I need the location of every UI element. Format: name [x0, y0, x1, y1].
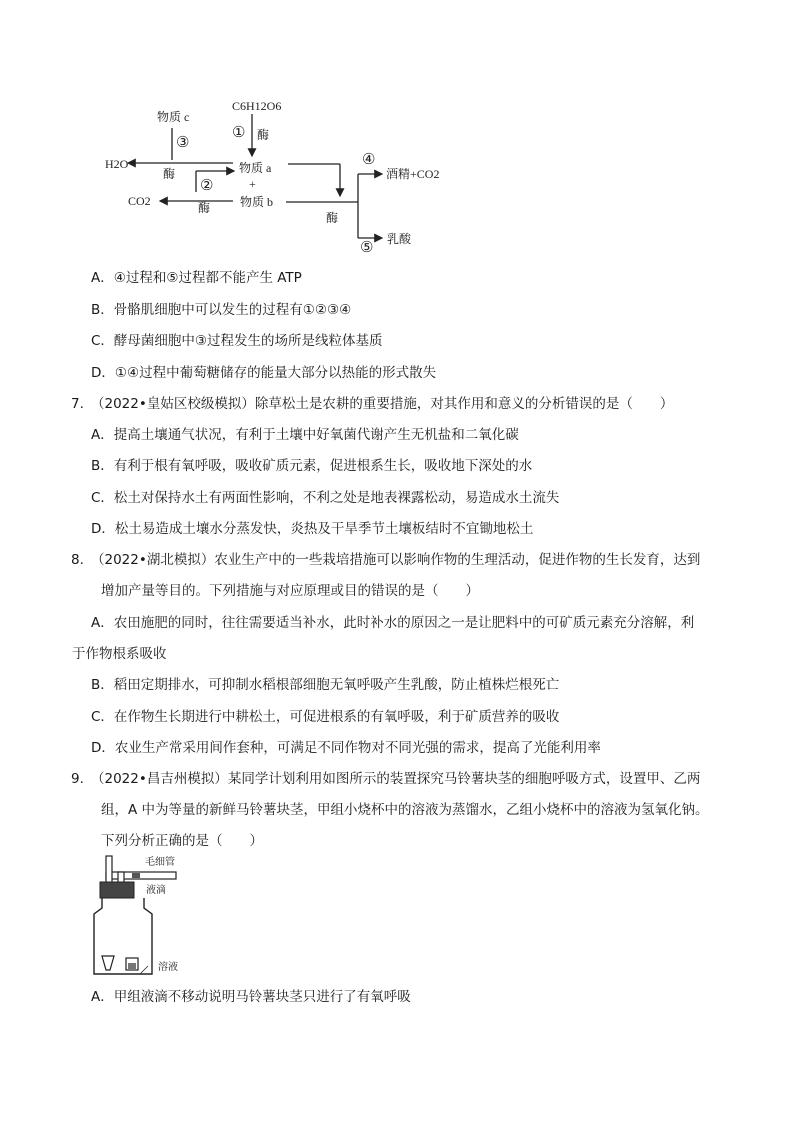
step-5-marker: ⑤ [360, 240, 374, 256]
enzyme-3-label: 酶 [163, 167, 176, 181]
q8-number: 8. [71, 552, 84, 568]
enzyme-2-label: 酶 [198, 201, 211, 215]
q8-option-a-line-1: A．农田施肥的同时，往往需要适当补水，此时补水的原因之一是让肥料中的可矿质元素充分溶解，利 [91, 615, 695, 631]
water-label: H2O [105, 157, 129, 171]
step-4-marker: ④ [362, 152, 376, 168]
q9-stem-line-1: （2022•昌吉州模拟）某同学计划利用如图所示的装置探究马铃薯块茎的细胞呼吸方式，设置甲、乙两 [91, 771, 701, 787]
q9-stem-line-2: 组，A 中为等量的新鲜马铃薯块茎，甲组小烧杯中的溶液为蒸馏水，乙组小烧杯中的溶液为氢氧化钠。 [101, 802, 709, 818]
co2-label: CO2 [128, 194, 151, 208]
solution-label: 溶液 [158, 962, 178, 973]
q7-number: 7. [71, 396, 84, 412]
q7-option-b: B．有利于根有氧呼吸，吸收矿质元素，促进根系生长，吸收地下深处的水 [91, 458, 533, 474]
q6-option-b: B．骨骼肌细胞中可以发生的过程有①②③④ [91, 302, 352, 318]
substance-b-label: 物质 b [240, 195, 274, 209]
substance-c-label: 物质 c [157, 110, 190, 124]
q7-option-d: D．松土易造成土壤水分蒸发快，炎热及干旱季节土壤板结时不宜锄地松土 [91, 521, 534, 537]
step-3-marker: ③ [176, 135, 190, 151]
step-2-marker: ② [200, 178, 214, 194]
q9-number: 9. [71, 771, 84, 787]
q8-option-c: C．在作物生长期进行中耕松土，可促进根系的有氧呼吸，利于矿质营养的吸收 [91, 709, 560, 725]
q9-stem-line-3: 下列分析正确的是（ ） [101, 833, 263, 849]
q6-option-d: D．①④过程中葡萄糖储存的能量大部分以热能的形式散失 [91, 365, 437, 381]
glucose-formula: C6H12O6 [232, 99, 282, 113]
plus-sign: + [249, 177, 256, 191]
q8-option-b: B．稻田定期排水，可抑制水稻根部细胞无氧呼吸产生乳酸，防止植株烂根死亡 [91, 677, 560, 693]
droplet-label: 液滴 [146, 885, 166, 896]
q6-option-c: C．酵母菌细胞中③过程发生的场所是线粒体基质 [91, 333, 383, 349]
lactic-acid-label: 乳酸 [387, 232, 412, 246]
metabolism-diagram-arrows [0, 0, 794, 260]
q7-option-c: C．松土对保持水土有两面性影响，不利之处是地表裸露松动，易造成水土流失 [91, 490, 560, 506]
q7-option-a: A．提高土壤通气状况，有利于土壤中好氧菌代谢产生无机盐和二氧化碳 [91, 427, 519, 443]
enzyme-45-label: 酶 [326, 211, 339, 225]
q6-option-a: A．④过程和⑤过程都不能产生 ATP [91, 270, 302, 286]
q8-stem-line-1: （2022•湖北模拟）农业生产中的一些栽培措施可以影响作物的生理活动，促进作物的生长发育，达到 [91, 552, 701, 568]
enzyme-1-label: 酶 [257, 128, 270, 142]
capillary-tube-label: 毛细管 [145, 857, 175, 868]
q7-stem: （2022•皇姑区校级模拟）除草松土是农耕的重要措施，对其作用和意义的分析错误的是（ ） [91, 396, 674, 412]
q8-option-d: D．农业生产常采用间作套种，可满足不同作物对不同光强的需求，提高了光能利用率 [91, 740, 601, 756]
q9-option-a: A．甲组液滴不移动说明马铃薯块茎只进行了有氧呼吸 [91, 989, 411, 1005]
substance-a-label: 物质 a [239, 161, 272, 175]
q8-option-a-line-2: 于作物根系吸收 [72, 646, 167, 662]
q8-stem-line-2: 增加产量等目的。下列措施与对应原理或目的错误的是（ ） [101, 583, 479, 599]
step-1-marker: ① [232, 125, 246, 141]
alcohol-co2-label: 酒精+CO2 [386, 167, 440, 181]
